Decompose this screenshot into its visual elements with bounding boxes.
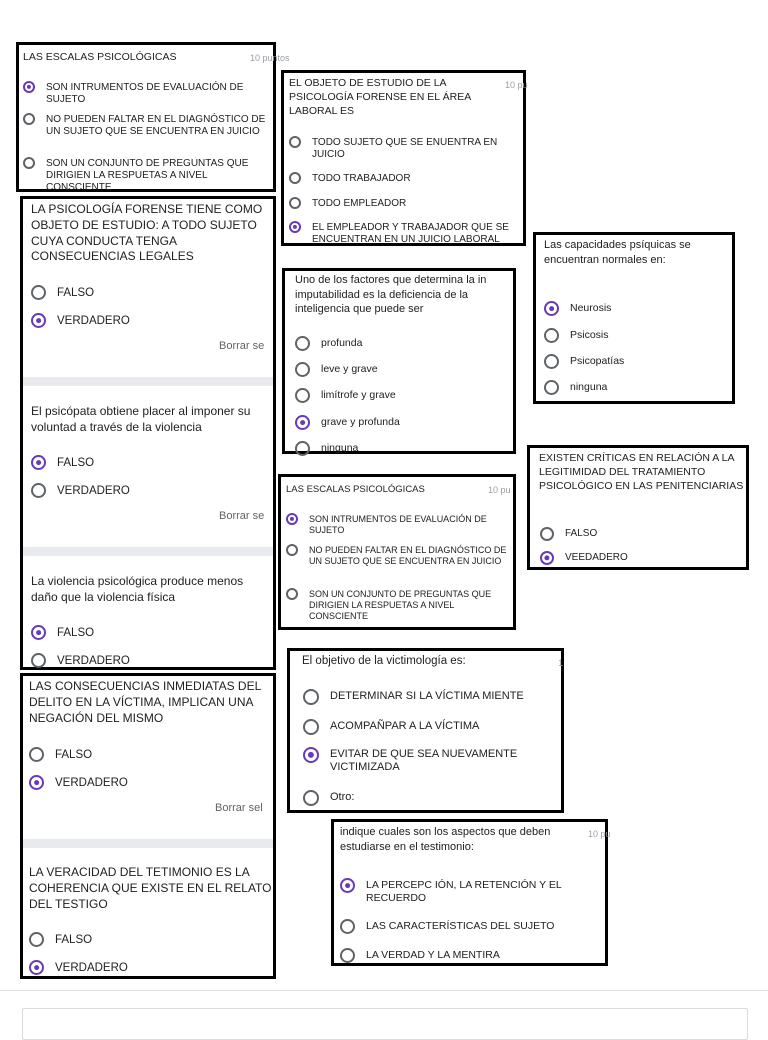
- question-text: LAS CONSECUENCIAS INMEDIATAS DEL DELITO EN LA VÍCTIMA, IMPLICAN UNA NEGACIÓN DEL MISMO: [29, 679, 261, 725]
- option-label: Psicopatías: [570, 355, 625, 367]
- option-label: FALSO: [57, 627, 95, 639]
- answer-option[interactable]: [540, 552, 740, 565]
- question-card-left-column: [20, 196, 276, 670]
- radio-selected-icon[interactable]: [29, 960, 44, 975]
- question-card-escalas-2: [278, 474, 516, 630]
- option-label: VERDADERO: [57, 485, 130, 497]
- radio-selected-icon[interactable]: [289, 221, 301, 233]
- radio-empty-icon[interactable]: [29, 747, 44, 762]
- answer-option[interactable]: [295, 363, 507, 377]
- question-card-escalas-1: [16, 42, 290, 194]
- answer-option[interactable]: [544, 381, 726, 395]
- question-card-objeto-estudio-laboral: [281, 70, 526, 246]
- radio-empty-icon[interactable]: [289, 197, 301, 209]
- option-label: SON UN CONJUNTO DE PREGUNTAS QUE DIRIGIEN LA RESPUETAS A NIVEL CONSCIENTE: [309, 589, 492, 621]
- radio-empty-icon[interactable]: [289, 136, 301, 148]
- answer-option[interactable]: [31, 626, 267, 640]
- points-label: 10 pu: [588, 829, 611, 839]
- clear-selection-link[interactable]: Borrar se: [219, 340, 265, 352]
- option-label: TODO EMPLEADOR: [312, 198, 407, 209]
- option-label: VERDADERO: [55, 777, 128, 789]
- answer-option[interactable]: [31, 484, 267, 498]
- radio-empty-icon[interactable]: [544, 328, 559, 343]
- answer-option[interactable]: [295, 389, 507, 403]
- answer-option[interactable]: [544, 302, 726, 316]
- answer-option[interactable]: [286, 545, 507, 567]
- question-text: indique cuales son los aspectos que deben estudiarse en el testimonio:: [340, 826, 551, 853]
- radio-empty-icon[interactable]: [289, 172, 301, 184]
- option-label: SON UN CONJUNTO DE PREGUNTAS QUE DIRIGIEN LA RESPUETAS A NIVEL CONSCIENTE: [46, 158, 249, 194]
- radio-empty-icon[interactable]: [31, 653, 46, 668]
- option-label: TODO SUJETO QUE SE ENUENTRA EN JUICIO: [312, 137, 498, 161]
- answer-option[interactable]: [31, 314, 267, 328]
- radio-selected-icon[interactable]: [23, 81, 35, 93]
- question-card-inimputabilidad: [282, 268, 516, 454]
- question-text: EL OBJETO DE ESTUDIO DE LA PSICOLOGÍA FORENSE EN EL ÁREA LABORAL ES: [289, 77, 471, 117]
- question-text: El objetivo de la victimología es:: [302, 655, 466, 667]
- answer-option[interactable]: [340, 920, 599, 934]
- option-label: LA PERCEPC IÓN, LA RETENCIÓN Y EL RECUERDO: [366, 879, 562, 904]
- question-text: LAS ESCALAS PSICOLÓGICAS: [286, 484, 425, 495]
- radio-selected-icon[interactable]: [295, 415, 310, 430]
- answer-option[interactable]: [303, 791, 555, 806]
- option-label: TODO TRABAJADOR: [312, 173, 411, 184]
- option-label: ninguna: [321, 442, 359, 454]
- question-text: LA PSICOLOGÍA FORENSE TIENE COMO OBJETO DE ESTUDIO: A TODO SUJETO CUYA CONDUCTA TENGA CONSECUENCIAS LEGALES: [31, 202, 263, 264]
- radio-empty-icon[interactable]: [303, 719, 319, 735]
- option-label: profunda: [321, 337, 363, 349]
- question-card-consecuencias-delito: [20, 673, 276, 979]
- option-label: VERDADERO: [57, 315, 130, 327]
- section-separator: [23, 839, 273, 848]
- option-label: Neurosis: [570, 302, 612, 314]
- option-label: LA VERDAD Y LA MENTIRA: [366, 949, 500, 961]
- radio-empty-icon[interactable]: [540, 527, 554, 541]
- question-card-aspectos-testimonio: [331, 819, 611, 966]
- answer-option[interactable]: [23, 82, 267, 106]
- radio-empty-icon[interactable]: [295, 336, 310, 351]
- answer-option[interactable]: [29, 748, 267, 762]
- points-label: 10 puntos: [250, 53, 290, 63]
- radio-selected-icon[interactable]: [31, 313, 46, 328]
- answer-option[interactable]: [540, 528, 740, 541]
- option-label: NO PUEDEN FALTAR EN EL DIAGNÓSTICO DE UN SUJETO QUE SE ENCUENTRA EN JUICIO: [309, 545, 507, 566]
- answer-option[interactable]: [295, 442, 507, 456]
- question-text: LAS ESCALAS PSICOLÓGICAS: [23, 51, 177, 63]
- question-text: La violencia psicológica produce menos daño que la violencia física: [31, 574, 244, 604]
- clear-selection-link[interactable]: Borrar se: [219, 510, 265, 522]
- answer-option[interactable]: [340, 949, 599, 963]
- option-label: FALSO: [57, 457, 95, 469]
- question-text: El psicópata obtiene placer al imponer su voluntad a través de la violencia: [31, 404, 251, 434]
- answer-option[interactable]: [31, 654, 267, 668]
- option-label: DETERMINAR SI LA VÍCTIMA MIENTE: [330, 690, 524, 702]
- question-text: LA VERACIDAD DEL TETIMONIO ES LA COHERENCIA QUE EXISTE EN EL RELATO DEL TESTIGO: [29, 865, 272, 911]
- option-label: FALSO: [55, 934, 93, 946]
- radio-empty-icon[interactable]: [29, 932, 44, 947]
- answer-option[interactable]: [286, 514, 507, 536]
- points-label: 10 pu: [505, 80, 528, 90]
- radio-empty-icon[interactable]: [31, 483, 46, 498]
- answer-option[interactable]: [544, 355, 726, 369]
- question-card-criticas-tratamiento: [527, 445, 749, 570]
- answer-option[interactable]: [544, 329, 726, 343]
- option-label: grave y profunda: [321, 416, 400, 428]
- option-label: FALSO: [565, 528, 598, 539]
- answer-option[interactable]: [289, 198, 517, 210]
- answer-option[interactable]: [23, 114, 267, 138]
- radio-empty-icon[interactable]: [544, 354, 559, 369]
- question-card-victimologia: [287, 648, 564, 813]
- option-label: VERDADERO: [57, 655, 130, 667]
- option-label: SON INTRUMENTOS DE EVALUACIÓN DE SUJETO: [46, 82, 244, 106]
- radio-selected-icon[interactable]: [31, 455, 46, 470]
- option-label: leve y grave: [321, 363, 378, 375]
- answer-option[interactable]: [303, 748, 555, 775]
- radio-empty-icon[interactable]: [303, 689, 319, 705]
- radio-selected-icon[interactable]: [29, 775, 44, 790]
- answer-option[interactable]: [31, 286, 267, 300]
- radio-empty-icon[interactable]: [303, 790, 319, 806]
- question-card-capacidades-psiquicas: [533, 232, 735, 404]
- section-separator: [23, 377, 273, 386]
- points-label: 10 pu: [488, 485, 511, 495]
- option-label: SON INTRUMENTOS DE EVALUACIÓN DE SUJETO: [309, 514, 487, 535]
- answer-option[interactable]: [340, 879, 599, 905]
- radio-empty-icon[interactable]: [286, 588, 298, 600]
- answer-option[interactable]: [295, 337, 507, 351]
- radio-selected-icon[interactable]: [286, 513, 298, 525]
- radio-empty-icon[interactable]: [295, 441, 310, 456]
- option-label: Otro:: [330, 791, 355, 803]
- option-label: FALSO: [57, 287, 95, 299]
- answer-option[interactable]: [29, 961, 267, 975]
- answer-option[interactable]: [289, 173, 517, 185]
- bottom-panel: [22, 1008, 748, 1040]
- clear-selection-link[interactable]: Borrar sel: [215, 802, 263, 814]
- answer-option[interactable]: [29, 776, 267, 790]
- option-label: VERDADERO: [55, 962, 128, 974]
- radio-selected-icon[interactable]: [544, 301, 559, 316]
- answer-option[interactable]: [29, 933, 267, 947]
- radio-empty-icon[interactable]: [286, 544, 298, 556]
- radio-selected-icon[interactable]: [540, 551, 554, 565]
- radio-selected-icon[interactable]: [31, 625, 46, 640]
- radio-empty-icon[interactable]: [295, 362, 310, 377]
- radio-empty-icon[interactable]: [544, 380, 559, 395]
- option-label: FALSO: [55, 749, 93, 761]
- option-label: Psicosis: [570, 329, 609, 341]
- answer-option[interactable]: [303, 690, 555, 705]
- option-label: ninguna: [570, 381, 608, 393]
- radio-empty-icon[interactable]: [23, 157, 35, 169]
- radio-selected-icon[interactable]: [303, 747, 319, 763]
- question-text: Uno de los factores que determina la in imputabilidad es la deficiencia de la inteligencia que puede ser: [295, 274, 487, 316]
- option-label: VEEDADERO: [565, 552, 628, 563]
- answer-option[interactable]: [295, 416, 507, 430]
- answer-option[interactable]: [286, 589, 507, 622]
- answer-option[interactable]: [23, 158, 267, 195]
- radio-empty-icon[interactable]: [340, 948, 355, 963]
- answer-option[interactable]: [289, 137, 517, 161]
- answer-option[interactable]: [31, 456, 267, 470]
- points-label: 1: [558, 658, 564, 668]
- option-label: EVITAR DE QUE SEA NUEVAMENTE VICTIMIZADA: [330, 748, 518, 774]
- radio-empty-icon[interactable]: [31, 285, 46, 300]
- answer-option[interactable]: [303, 720, 555, 735]
- option-label: limítrofe y grave: [321, 389, 396, 401]
- option-label: NO PUEDEN FALTAR EN EL DIAGNÓSTICO DE UN SUJETO QUE SE ENCUENTRA EN JUICIO: [46, 114, 266, 138]
- question-text: Las capacidades psíquicas se encuentran normales en:: [544, 239, 691, 266]
- radio-empty-icon[interactable]: [23, 113, 35, 125]
- radio-selected-icon[interactable]: [340, 878, 355, 893]
- radio-empty-icon[interactable]: [340, 919, 355, 934]
- question-text: EXISTEN CRÍTICAS EN RELACIÓN A LA LEGITIMIDAD DEL TRATAMIENTO PSICOLÓGICO EN LAS PENITENCIARIAS: [539, 452, 744, 492]
- section-separator: [23, 547, 273, 556]
- radio-empty-icon[interactable]: [295, 388, 310, 403]
- page-divider: [0, 990, 768, 991]
- answer-option[interactable]: [289, 222, 517, 246]
- option-label: EL EMPLEADOR Y TRABAJADOR QUE SE ENCUENTRAN EN UN JUICIO LABORAL: [312, 222, 509, 246]
- option-label: ACOMPAÑPAR A LA VÍCTIMA: [330, 720, 480, 732]
- option-label: LAS CARACTERÍSTICAS DEL SUJETO: [366, 920, 555, 932]
